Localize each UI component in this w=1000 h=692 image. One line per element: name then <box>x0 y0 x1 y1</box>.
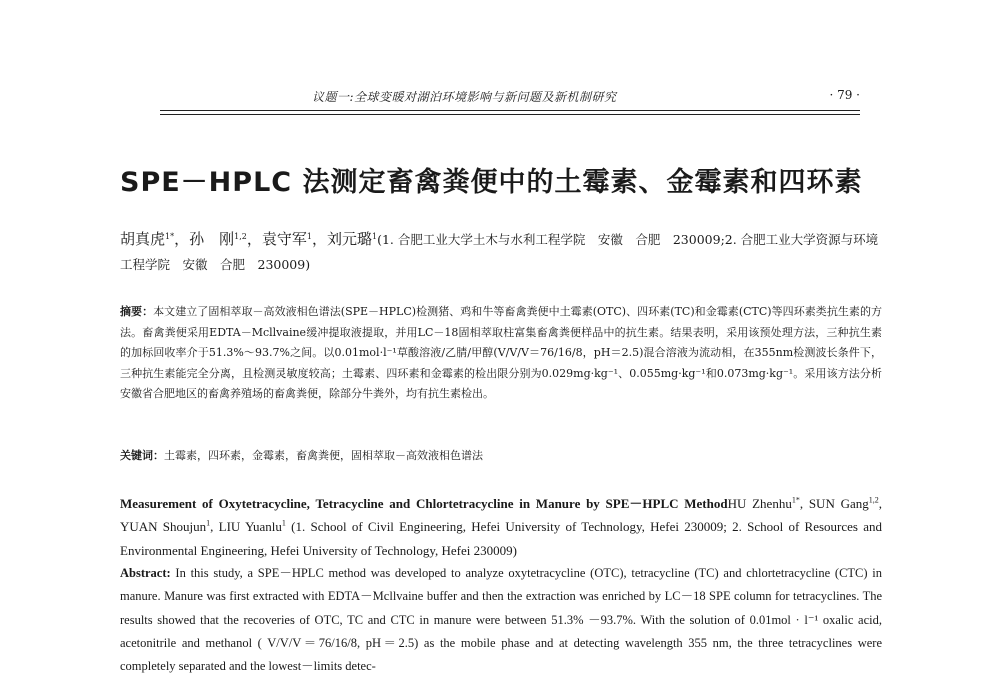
abstract-text: 本文建立了固相萃取－高效液相色谱法(SPE－HPLC)检测猪、鸡和牛等畜禽粪便中土霉素(OTC)、四环素(TC)和金霉素(CTC)等四环素类抗生素的方法。畜禽粪便采用EDTA－Mcllvaine缓冲提取液提取，并用LC－18固相萃取柱富集畜禽粪便样品中的抗生素。结果表明，采用该预处理方法，三种抗生素的加标回收率介于51.3%～93.7%之间。以0.01mol·l⁻¹草酸溶液/乙腈/甲醇(V/V/V＝76/16/8，pH＝2.5)混合溶液为流动相，在355nm检测波长条件下，三种抗生素能完全分离，且检测灵敏度较高；土霉素、四环素和金霉素的检出限分别为0.029mg·kg⁻¹、0.055mg·kg⁻¹和0.073mg·kg⁻¹。采用该方法分析安徽省合肥地区的畜禽养殖场的畜禽粪便，除部分牛粪外，均有抗生素检出。 <box>120 305 882 401</box>
abstract-label: 摘要： <box>120 305 154 318</box>
abstract-chinese <box>120 302 882 405</box>
abstract-english <box>120 562 882 678</box>
author-sup: 1 <box>306 231 312 241</box>
author-name: ，袁守军 <box>246 230 307 248</box>
header-rule-top <box>160 110 860 111</box>
author-affiliation: (1. 合肥工业大学土木与水利工程学院 安徽 合肥 230009;2. 合肥工业大学资源与环境工程学院 安徽 合肥 230009) <box>120 232 879 272</box>
keywords-label: 关键词： <box>120 449 164 462</box>
english-author-sup: 1,2 <box>868 495 879 505</box>
paper-title: SPE－HPLC 法测定畜禽粪便中的土霉素、金霉素和四环素 <box>120 167 863 198</box>
english-author: , LIU Yuanlu <box>210 519 282 535</box>
running-title: 议题一:全球变暖对湖泊环境影响与新问题及新机制研究 <box>312 90 617 104</box>
english-title: Measurement of Oxytetracycline, Tetracycline and Chlortetracycline in Manure by SPE－HPLC Method <box>120 496 728 511</box>
keywords-text: 土霉素，四环素，金霉素，畜禽粪便，固相萃取－高效液相色谱法 <box>164 449 483 462</box>
english-abstract-label: Abstract: <box>120 566 171 580</box>
running-header <box>160 88 860 110</box>
author-sup: 1 <box>371 231 378 241</box>
author-name: 胡真虎 <box>120 230 166 248</box>
english-author-sup: 1* <box>791 495 800 505</box>
author-name: ，刘元璐 <box>311 230 372 248</box>
keywords-chinese <box>120 446 882 467</box>
author-sup: 1* <box>165 231 175 241</box>
english-affiliation: (1. School of Civil Engineering, Hefei University of Technology, Hefei 230009; 2. School of Resources and Environmental Engineering, Hefei University of Technology, Hefei 230009) <box>120 519 882 558</box>
header-rule-bottom <box>160 114 860 115</box>
english-author: HU Zhenhu <box>727 496 792 511</box>
author-sup: 1,2 <box>234 231 247 241</box>
english-title-block <box>120 492 882 562</box>
english-abstract-text: In this study, a SPE－HPLC method was developed to analyze oxytetracycline (OTC), tetracycline (TC) and chlortetracycline (CTC) in manure. Manure was first extracted with EDTA－Mcllvaine buffer and then the extraction was enriched by LC－18 SPE column for tetracyclines. The results showed that the recoveries of OTC, TC and CTC in manure were between 51.3% －93.7%. With the solution of 0.01mol · l⁻¹ oxalic acid, acetonitrile and methanol ( V/V/V＝76/16/8, pH＝2.5) as the mobile phase and at detecting wavelength 355 nm, the three tetracyclines were completely separated and the lowest－limits detec- <box>120 566 882 674</box>
page-number: · 79 · <box>829 88 860 102</box>
english-author: , SUN Gang <box>799 496 869 511</box>
author-name: ，孙 刚 <box>174 230 235 248</box>
english-author-sup: 1 <box>281 518 286 528</box>
english-author: , YUAN Shoujun <box>120 496 882 535</box>
english-author-sup: 1 <box>206 518 211 528</box>
author-block <box>120 227 880 277</box>
